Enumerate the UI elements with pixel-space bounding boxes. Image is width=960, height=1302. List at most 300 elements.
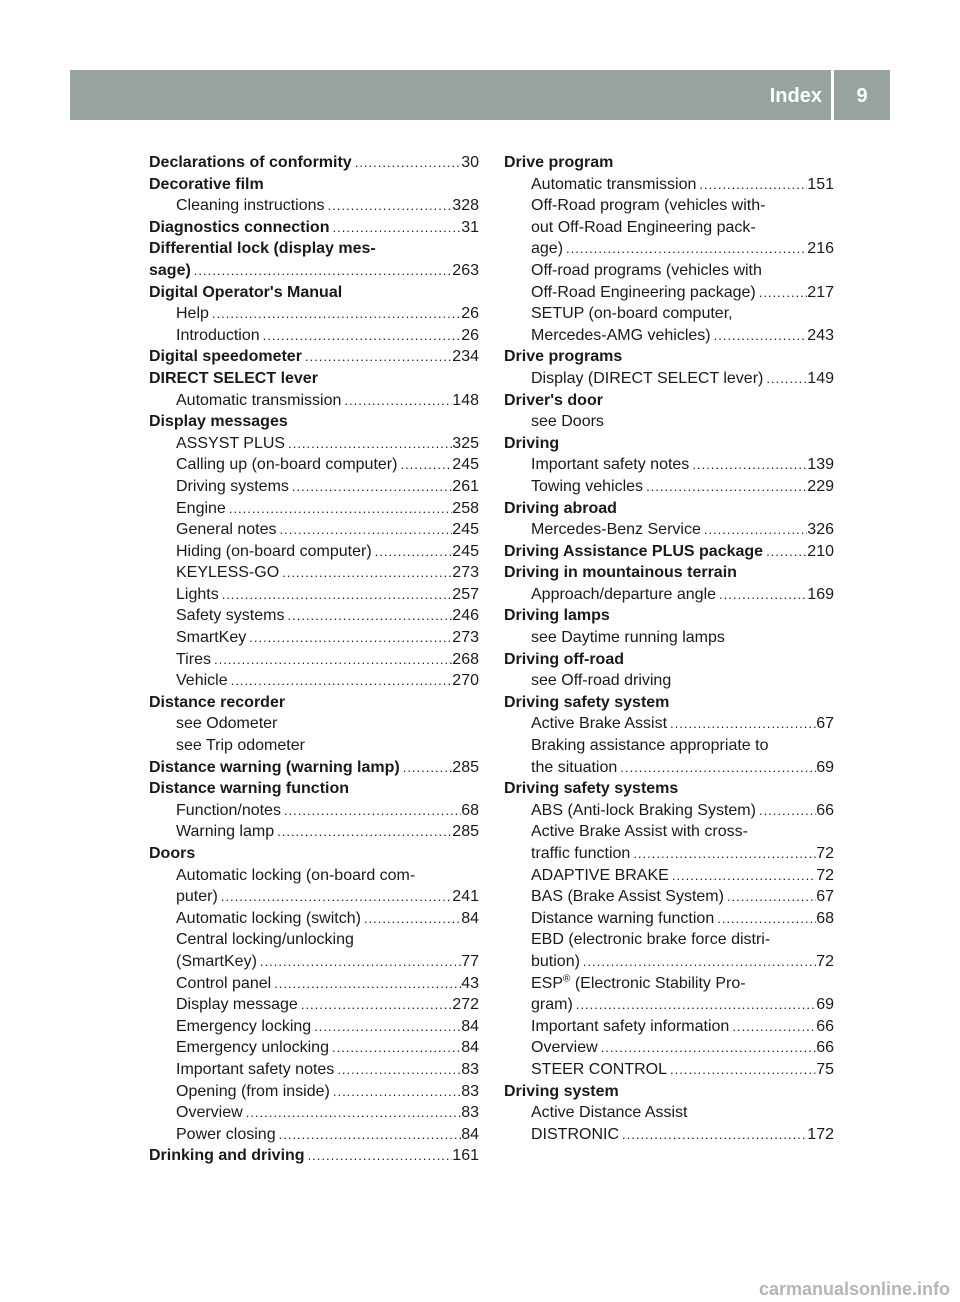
index-subentry xyxy=(504,1016,834,1038)
index-subentry xyxy=(149,1037,479,1059)
page-ref[interactable]: 272 xyxy=(452,996,479,1014)
dot-leader xyxy=(211,649,452,671)
entry-text: Driving safety system xyxy=(504,693,670,711)
entry-text: Off-Road Engineering package) xyxy=(531,283,756,301)
index-subentry xyxy=(149,584,479,606)
registered-mark: ® xyxy=(563,973,571,985)
entry-text: Braking assistance appropriate to xyxy=(531,737,769,755)
entry-text: Driver's door xyxy=(504,391,603,409)
dot-leader xyxy=(311,1016,461,1038)
entry-text: Driving Assistance PLUS package xyxy=(504,542,764,560)
entry-text: Automatic locking (on-board com- xyxy=(176,866,416,884)
entry-text: Driving abroad xyxy=(504,499,617,517)
page-ref[interactable]: 328 xyxy=(452,197,479,215)
index-entry xyxy=(504,346,834,368)
index-entry xyxy=(504,498,834,520)
page-ref[interactable]: 151 xyxy=(807,175,834,193)
entry-text: Important safety notes xyxy=(176,1060,335,1078)
dot-leader xyxy=(260,325,462,347)
entry-text: Automatic locking (switch) xyxy=(176,909,361,927)
index-entry xyxy=(149,778,479,800)
dot-leader xyxy=(329,217,461,239)
index-subentry xyxy=(504,476,834,498)
index-subentry xyxy=(149,929,479,951)
entry-text: Off-Road program (vehicles with- xyxy=(531,197,766,215)
index-subentry xyxy=(504,1037,834,1059)
index-entry xyxy=(149,346,479,368)
index-entry xyxy=(149,217,479,239)
entry-text: BAS (Brake Assist System) xyxy=(531,888,724,906)
page-ref[interactable]: 217 xyxy=(807,283,834,301)
dot-leader xyxy=(341,390,452,412)
page-ref[interactable]: 241 xyxy=(452,888,479,906)
entry-text: Towing vehicles xyxy=(531,477,644,495)
page-ref[interactable]: 26 xyxy=(461,305,479,323)
page-ref[interactable]: 43 xyxy=(461,974,479,992)
page-ref[interactable]: 325 xyxy=(452,434,479,452)
index-subentry xyxy=(149,800,479,822)
index-entry xyxy=(149,260,479,282)
index-subentry xyxy=(504,886,834,908)
dot-leader xyxy=(329,1037,461,1059)
index-subentry xyxy=(149,605,479,627)
index-subentry xyxy=(504,174,834,196)
page-ref[interactable]: 285 xyxy=(452,823,479,841)
index-subentry xyxy=(504,908,834,930)
entry-text: Driving in mountainous terrain xyxy=(504,564,737,582)
entry-text: the situation xyxy=(531,758,618,776)
page-ref[interactable]: 83 xyxy=(461,1104,479,1122)
page-ref[interactable]: 69 xyxy=(816,996,834,1014)
entry-text: ASSYST PLUS xyxy=(176,434,286,452)
index-entry xyxy=(504,152,834,174)
page-ref[interactable]: 270 xyxy=(452,672,479,690)
dot-leader xyxy=(580,951,816,973)
index-entry xyxy=(149,843,479,865)
entry-text: Important safety notes xyxy=(531,456,690,474)
page-ref[interactable]: 31 xyxy=(461,218,479,236)
dot-leader xyxy=(711,325,808,347)
entry-text: Distance recorder xyxy=(149,693,286,711)
dot-leader xyxy=(276,1124,462,1146)
dot-leader xyxy=(334,1059,461,1081)
entry-text: out Off-Road Engineering pack- xyxy=(531,218,756,236)
index-subentry xyxy=(149,390,479,412)
page-ref[interactable]: 273 xyxy=(452,629,479,647)
dot-leader xyxy=(218,886,453,908)
dot-leader xyxy=(361,908,461,930)
page-ref[interactable]: 234 xyxy=(452,348,479,366)
dot-leader xyxy=(400,757,453,779)
index-entry xyxy=(149,282,479,304)
index-subentry xyxy=(149,195,479,217)
dot-leader xyxy=(714,908,816,930)
index-subentry xyxy=(149,886,479,908)
index-subentry xyxy=(504,303,834,325)
entry-text: Digital Operator's Manual xyxy=(149,283,343,301)
entry-text: Approach/departure angle xyxy=(531,585,717,603)
entry-text: age) xyxy=(531,240,564,258)
page-ref[interactable]: 285 xyxy=(452,758,479,776)
page-ref[interactable]: 172 xyxy=(807,1125,834,1143)
entry-text: Help xyxy=(176,305,209,323)
dot-leader xyxy=(284,605,452,627)
index-subentry xyxy=(149,821,479,843)
entry-text: STEER CONTROL xyxy=(531,1060,668,1078)
dot-leader xyxy=(271,973,461,995)
entry-text: Overview xyxy=(176,1104,243,1122)
page-ref[interactable]: 68 xyxy=(816,909,834,927)
dot-leader xyxy=(279,562,452,584)
entry-text: see Off-road driving xyxy=(531,672,672,690)
page-ref[interactable]: 216 xyxy=(807,240,834,258)
page-ref[interactable]: 273 xyxy=(452,564,479,582)
entry-text: ADAPTIVE BRAKE xyxy=(531,866,669,884)
entry-text: Differential lock (display mes- xyxy=(149,240,376,258)
dot-leader xyxy=(209,303,461,325)
entry-text: Function/notes xyxy=(176,801,281,819)
page-ref[interactable]: 261 xyxy=(452,477,479,495)
dot-leader xyxy=(281,800,461,822)
index-subentry xyxy=(504,735,834,757)
entry-text: Warning lamp xyxy=(176,823,275,841)
index-subentry xyxy=(504,368,834,390)
page-ref[interactable]: 258 xyxy=(452,499,479,517)
index-entry xyxy=(149,174,479,196)
entry-text: Diagnostics connection xyxy=(149,218,330,236)
index-subentry xyxy=(149,562,479,584)
dot-leader xyxy=(325,195,453,217)
entry-text: traffic function xyxy=(531,845,631,862)
entry-text: Introduction xyxy=(176,326,260,344)
page-ref[interactable]: 139 xyxy=(807,456,834,474)
index-subentry xyxy=(149,325,479,347)
dot-leader xyxy=(285,433,452,455)
entry-text: Hiding (on-board computer) xyxy=(176,542,372,560)
index-subentry xyxy=(504,1124,834,1146)
index-subentry xyxy=(504,238,834,260)
dot-leader xyxy=(289,476,452,498)
index-subentry xyxy=(504,929,834,951)
entry-text: EBD (electronic brake force distri- xyxy=(531,931,771,949)
dot-leader xyxy=(619,1124,807,1146)
dot-leader xyxy=(756,282,808,304)
page-ref[interactable]: 149 xyxy=(807,369,834,387)
entry-text: Driving off-road xyxy=(504,650,624,668)
entry-text: Overview xyxy=(531,1039,598,1057)
index-entry xyxy=(149,411,479,433)
entry-text: Driving system xyxy=(504,1082,619,1100)
dot-leader xyxy=(246,627,452,649)
dot-leader xyxy=(763,541,807,563)
index-entry xyxy=(504,562,834,584)
index-subentry xyxy=(504,519,834,541)
page-ref[interactable]: 77 xyxy=(461,952,479,970)
entry-text: Off-road programs (vehicles with xyxy=(531,261,762,279)
index-subentry xyxy=(504,584,834,606)
dot-leader xyxy=(228,670,453,692)
entry-text: Emergency unlocking xyxy=(176,1039,329,1057)
index-entry xyxy=(504,390,834,412)
index-entry xyxy=(504,1081,834,1103)
page-ref[interactable]: 68 xyxy=(461,801,479,819)
page-ref[interactable]: 243 xyxy=(807,326,834,344)
entry-text: Active Brake Assist with cross- xyxy=(531,823,748,841)
page-ref[interactable]: 245 xyxy=(452,521,479,539)
page-ref[interactable]: 268 xyxy=(452,650,479,668)
entry-text: ESP® (Electronic Stability Pro- xyxy=(531,973,746,992)
index-entry xyxy=(504,649,834,671)
index-column-left xyxy=(149,152,479,1167)
entry-text: Lights xyxy=(176,585,219,603)
index-subentry xyxy=(504,713,834,735)
page-ref[interactable]: 245 xyxy=(452,542,479,560)
index-subentry xyxy=(504,217,834,239)
page-ref[interactable]: 69 xyxy=(816,758,834,776)
index-subentry xyxy=(149,670,479,692)
index-entry xyxy=(149,238,479,260)
dot-leader xyxy=(302,346,452,368)
entry-text: Vehicle xyxy=(176,672,228,690)
entry-text: Automatic transmission xyxy=(176,391,342,409)
dot-leader xyxy=(372,541,453,563)
dot-leader xyxy=(352,152,462,174)
entry-text: Driving safety systems xyxy=(504,780,679,798)
dot-leader xyxy=(667,713,816,735)
index-subentry xyxy=(149,1124,479,1146)
entry-text: Control panel xyxy=(176,974,272,992)
index-subentry xyxy=(504,325,834,347)
entry-text: Safety systems xyxy=(176,607,285,625)
page-ref[interactable]: 30 xyxy=(461,154,479,171)
dot-leader xyxy=(330,1081,461,1103)
page-ref[interactable]: 229 xyxy=(807,477,834,495)
dot-leader xyxy=(667,1059,816,1081)
page-ref[interactable]: 72 xyxy=(816,866,834,884)
entry-text: Central locking/unlocking xyxy=(176,931,354,949)
page-ref[interactable]: 161 xyxy=(452,1147,479,1165)
page-ref[interactable]: 257 xyxy=(452,585,479,603)
entry-text: (SmartKey) xyxy=(176,952,257,970)
index-subentry xyxy=(504,627,834,649)
entry-text: Driving lamps xyxy=(504,607,610,625)
page-ref[interactable]: 67 xyxy=(816,715,834,733)
index-subentry xyxy=(504,994,834,1016)
entry-text: DIRECT SELECT lever xyxy=(149,369,318,387)
page-ref[interactable]: 84 xyxy=(461,1039,479,1057)
index-entry xyxy=(149,368,479,390)
index-entry xyxy=(149,1145,479,1167)
index-entry xyxy=(149,692,479,714)
entry-text: Calling up (on-board computer) xyxy=(176,456,398,474)
dot-leader xyxy=(689,454,807,476)
page-ref[interactable]: 66 xyxy=(816,1017,834,1035)
entry-text: Drive program xyxy=(504,154,614,171)
dot-leader xyxy=(630,843,816,865)
dot-leader xyxy=(598,1037,817,1059)
index-subentry xyxy=(504,757,834,779)
entry-text: Automatic transmission xyxy=(531,175,697,193)
entry-text: DISTRONIC xyxy=(531,1125,619,1143)
dot-leader xyxy=(257,951,461,973)
page-ref[interactable]: 66 xyxy=(816,1039,834,1057)
index-entry xyxy=(149,757,479,779)
entry-text: Declarations of conformity xyxy=(149,154,352,171)
entry-text: General notes xyxy=(176,521,277,539)
index-subentry xyxy=(504,454,834,476)
dot-leader xyxy=(298,994,452,1016)
dot-leader xyxy=(669,865,816,887)
dot-leader xyxy=(763,368,807,390)
index-subentry xyxy=(504,282,834,304)
page-ref[interactable]: 72 xyxy=(816,845,834,862)
index-column-right xyxy=(504,152,834,1145)
dot-leader xyxy=(277,519,453,541)
dot-leader xyxy=(716,584,807,606)
index-subentry xyxy=(504,865,834,887)
dot-leader xyxy=(305,1145,453,1167)
index-subentry xyxy=(149,908,479,930)
index-subentry xyxy=(149,713,479,735)
entry-text: Distance warning function xyxy=(149,780,350,798)
index-subentry xyxy=(504,411,834,433)
index-subentry xyxy=(149,541,479,563)
index-subentry xyxy=(149,303,479,325)
page-ref[interactable]: 67 xyxy=(816,888,834,906)
entry-text: Engine xyxy=(176,499,226,517)
dot-leader xyxy=(397,454,452,476)
index-subentry xyxy=(149,433,479,455)
dot-leader xyxy=(563,238,807,260)
index-subentry xyxy=(149,498,479,520)
entry-text: see Trip odometer xyxy=(176,737,305,755)
entry-text: Cleaning instructions xyxy=(176,197,325,215)
index-subentry xyxy=(149,1016,479,1038)
dot-leader xyxy=(617,757,816,779)
entry-text: Power closing xyxy=(176,1125,276,1143)
page-ref[interactable]: 66 xyxy=(816,801,834,819)
page-ref[interactable]: 83 xyxy=(461,1082,479,1100)
entry-text: ABS (Anti-lock Braking System) xyxy=(531,801,756,819)
entry-text: Digital speedometer xyxy=(149,348,302,366)
page-ref[interactable]: 83 xyxy=(461,1060,479,1078)
entry-text: puter) xyxy=(176,888,218,906)
index-subentry xyxy=(149,951,479,973)
dot-leader xyxy=(274,821,452,843)
page-ref[interactable]: 84 xyxy=(461,909,479,927)
index-subentry xyxy=(149,519,479,541)
entry-text: Display message xyxy=(176,996,298,1014)
index-entry xyxy=(504,778,834,800)
entry-text: bution) xyxy=(531,952,580,970)
index-subentry xyxy=(504,843,834,865)
index-subentry xyxy=(149,1102,479,1124)
index-entry xyxy=(504,692,834,714)
section-title: Index xyxy=(769,85,822,107)
entry-text: Driving systems xyxy=(176,477,289,495)
page-ref[interactable]: 75 xyxy=(816,1060,834,1078)
entry-text: Decorative film xyxy=(149,175,264,193)
index-entry xyxy=(504,433,834,455)
dot-leader xyxy=(756,800,816,822)
entry-text: Important safety information xyxy=(531,1017,730,1035)
dot-leader xyxy=(643,476,807,498)
dot-leader xyxy=(219,584,453,606)
entry-text: sage) xyxy=(149,261,191,279)
entry-text: see Odometer xyxy=(176,715,278,733)
entry-text: SmartKey xyxy=(176,629,247,647)
watermark: carmanualsonline.info xyxy=(758,1279,950,1299)
index-subentry xyxy=(149,994,479,1016)
dot-leader xyxy=(729,1016,816,1038)
dot-leader xyxy=(226,498,452,520)
dot-leader xyxy=(243,1102,462,1124)
dot-leader xyxy=(191,260,453,282)
entry-text: Mercedes-AMG vehicles) xyxy=(531,326,711,344)
entry-text: Active Brake Assist xyxy=(531,715,668,733)
index-subentry xyxy=(149,1059,479,1081)
index-subentry xyxy=(504,260,834,282)
index-subentry xyxy=(504,973,834,995)
entry-text: Display (DIRECT SELECT lever) xyxy=(531,369,764,387)
page-ref[interactable]: 169 xyxy=(807,585,834,603)
index-subentry xyxy=(504,951,834,973)
entry-text: Drive programs xyxy=(504,348,623,366)
page-ref[interactable]: 26 xyxy=(461,326,479,344)
page-ref[interactable]: 84 xyxy=(461,1125,479,1143)
page-ref[interactable]: 148 xyxy=(452,391,479,409)
entry-text: gram) xyxy=(531,996,573,1014)
page-ref[interactable]: 245 xyxy=(452,456,479,474)
index-entry xyxy=(504,605,834,627)
entry-text: Tires xyxy=(176,650,211,668)
index-subentry xyxy=(149,735,479,757)
entry-text: KEYLESS-GO xyxy=(176,564,280,582)
page-ref[interactable]: 326 xyxy=(807,521,834,539)
dot-leader xyxy=(573,994,816,1016)
index-subentry xyxy=(504,670,834,692)
page-ref[interactable]: 84 xyxy=(461,1017,479,1035)
index-subentry xyxy=(149,627,479,649)
index-subentry xyxy=(504,800,834,822)
page-ref[interactable]: 246 xyxy=(452,607,479,625)
entry-text: see Doors xyxy=(531,413,604,431)
entry-text: Distance warning (warning lamp) xyxy=(149,758,400,776)
index-subentry xyxy=(504,1102,834,1124)
dot-leader xyxy=(696,174,807,196)
index-subentry xyxy=(504,195,834,217)
index-subentry xyxy=(149,865,479,887)
header-bar xyxy=(70,70,890,120)
entry-text: Display messages xyxy=(149,413,288,431)
index-subentry xyxy=(149,476,479,498)
entry-text: Mercedes-Benz Service xyxy=(531,521,701,539)
page-number: 9 xyxy=(856,85,868,107)
index-entry xyxy=(149,152,479,174)
index-subentry xyxy=(504,821,834,843)
page-ref[interactable]: 263 xyxy=(452,261,479,279)
index-subentry xyxy=(149,1081,479,1103)
entry-text: Distance warning function xyxy=(531,909,715,927)
entry-text: SETUP (on-board computer, xyxy=(531,305,733,323)
dot-leader xyxy=(724,886,816,908)
entry-text: Doors xyxy=(149,845,196,862)
entry-text: Opening (from inside) xyxy=(176,1082,330,1100)
index-subentry xyxy=(504,1059,834,1081)
page-ref[interactable]: 210 xyxy=(807,542,834,560)
index-subentry xyxy=(149,649,479,671)
page-ref[interactable]: 72 xyxy=(816,952,834,970)
